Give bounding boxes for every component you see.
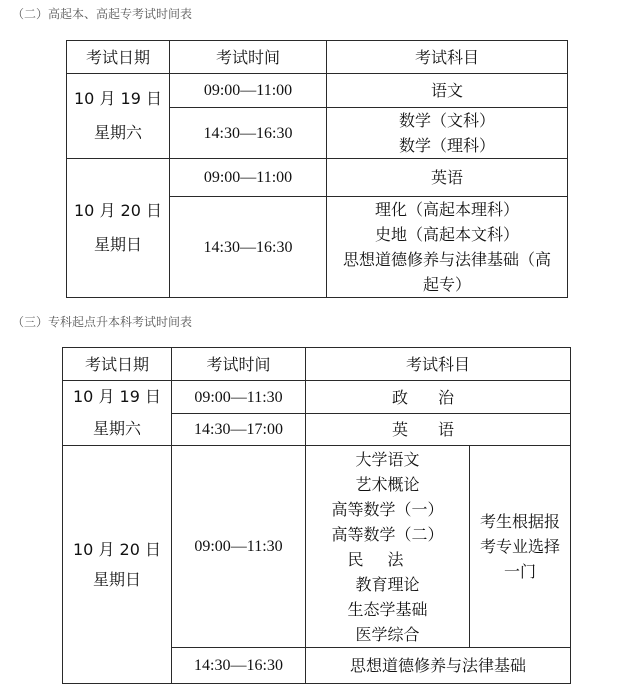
exam-subject: 起专） [422, 275, 471, 294]
exam-weekday: 星期六 [93, 123, 142, 142]
exam-time: 09:00—11:00 [170, 74, 327, 108]
exam-date-cell [67, 159, 170, 298]
exam-time: 14:30—16:30 [172, 648, 306, 684]
exam-weekday: 星期日 [93, 235, 142, 254]
exam-subject: 理化（高起本理科） [374, 200, 519, 219]
exam-subject: 高等数学（二） [331, 524, 444, 544]
note-line: 考生根据报 [480, 512, 561, 531]
exam-subject: 思想道德修养与法律基础 [306, 648, 571, 684]
exam-time: 14:30—16:30 [170, 197, 327, 298]
exam-subject: 高等数学（一） [331, 499, 444, 519]
exam-time: 09:00—11:30 [172, 381, 306, 414]
section-title-college-to-bachelor: （三）专科起点升本科考试时间表 [12, 315, 193, 329]
exam-subject: 大学语文 [355, 449, 420, 469]
header-exam-date: 考试日期 [63, 348, 172, 381]
exam-date: 10 月 20 日 [73, 539, 161, 559]
exam-subject: 思想道德修养与法律基础（高 [342, 250, 551, 269]
exam-date: 10 月 20 日 [74, 201, 162, 220]
header-exam-time: 考试时间 [172, 348, 306, 381]
header-exam-subject: 考试科目 [306, 348, 571, 381]
exam-schedule-table-high-school-start [66, 40, 568, 298]
exam-subject: 教育理论 [355, 574, 420, 594]
exam-subject-cell [327, 108, 568, 159]
exam-date-cell [63, 381, 172, 446]
exam-date-cell [67, 74, 170, 159]
exam-time: 14:30—17:00 [172, 414, 306, 446]
header-exam-date: 考试日期 [67, 41, 170, 74]
exam-subject: 政治 [306, 381, 571, 414]
exam-subject: 数学（理科） [398, 136, 495, 155]
exam-subject: 语文 [327, 74, 568, 108]
elective-note [470, 446, 571, 648]
section-title-high-school-start: （二）高起本、高起专考试时间表 [12, 7, 193, 21]
exam-schedule-table-college-to-bachelor [62, 347, 571, 684]
exam-subject: 数学（文科） [398, 111, 495, 130]
exam-date: 10 月 19 日 [73, 387, 161, 406]
exam-weekday: 星期日 [92, 569, 141, 589]
exam-time: 14:30—16:30 [170, 108, 327, 159]
exam-time: 09:00—11:00 [170, 159, 327, 197]
exam-subject: 英语 [327, 159, 568, 197]
exam-date: 10 月 19 日 [74, 89, 162, 108]
exam-weekday: 星期六 [92, 419, 141, 438]
exam-subject: 生态学基础 [347, 599, 428, 619]
elective-subject-list [306, 446, 470, 648]
exam-subject: 艺术概论 [355, 474, 420, 494]
note-line: 一门 [504, 562, 537, 581]
exam-time: 09:00—11:30 [172, 446, 306, 648]
note-line: 考专业选择 [480, 537, 561, 556]
exam-subject: 民法 [347, 549, 428, 569]
exam-subject: 英语 [306, 414, 571, 446]
header-exam-time: 考试时间 [170, 41, 327, 74]
header-exam-subject: 考试科目 [327, 41, 568, 74]
exam-subject-cell [327, 197, 568, 298]
exam-subject: 医学综合 [355, 624, 420, 644]
exam-date-cell [63, 446, 172, 684]
exam-subject: 史地（高起本文科） [374, 225, 519, 244]
